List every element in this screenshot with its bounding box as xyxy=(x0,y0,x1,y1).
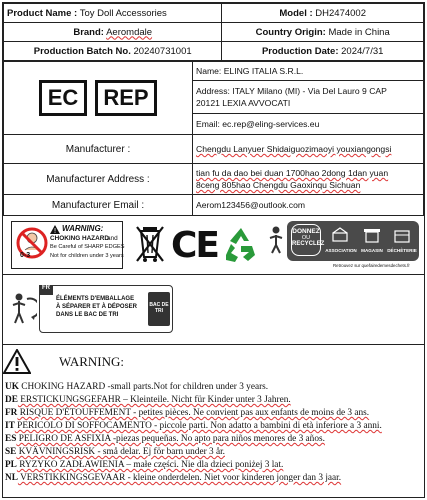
warning-text: RISQUE D'ÉTOUFFEMENT - petites pièces. Ne convient pas aux enfants de moins de 3 ans. xyxy=(17,408,370,418)
warning-header xyxy=(3,349,124,374)
warning-text: CHOKING HAZARD -small parts.Not for children under 3 years. xyxy=(18,382,269,392)
warning-text: ERSTICKUNGSGEFAHR – Kleinteile. Nicht für Kinder unter 3 Jahren. xyxy=(17,395,291,405)
no-under-3-icon xyxy=(15,226,49,266)
manufacturer-address-line1: tian fu da dao bei duan 1700hao 2dong 1dan yuan xyxy=(196,168,389,178)
model-label: Model : xyxy=(279,7,313,19)
recycle-sub1: OU xyxy=(301,235,311,241)
warning-line-it xyxy=(5,420,382,433)
age-label: 0-3 xyxy=(20,252,31,259)
multilingual-warning xyxy=(3,345,424,497)
bac-de-tri-bin xyxy=(148,292,170,326)
product-name-value: Toy Doll Accessories xyxy=(79,7,167,19)
triman-line1: ÉLÉMENTS D'EMBALLAGE xyxy=(56,296,135,302)
ecrep-address-line2: 20121 LEXIA AVVOCATI xyxy=(196,98,291,108)
bac-de-tri-label: BAC DE TRI xyxy=(149,302,169,314)
batch-value: 20240731001 xyxy=(133,45,192,57)
lang-code: DE xyxy=(5,395,18,405)
triman-row xyxy=(3,275,424,345)
origin-value: Made in China xyxy=(328,26,390,38)
lang-code: FR xyxy=(5,408,18,418)
ecrep-address-line1: Address: ITALY Milano (MI) - Via Del Lauro 9 CAP xyxy=(196,86,387,96)
ec-mark: EC xyxy=(39,80,87,116)
manufacturer-label: Manufacturer : xyxy=(4,135,193,164)
ecrep-email: Email: ec.rep@eling-services.eu xyxy=(193,114,424,135)
recycle-col-decheterie: DÉCHÈTERIE xyxy=(387,248,417,253)
origin-label: Country Origin: xyxy=(255,26,326,38)
shop-icon xyxy=(363,227,381,243)
date-value: 2024/7/31 xyxy=(341,45,384,57)
product-name-label: Product Name : xyxy=(7,7,78,19)
triman-person-icon xyxy=(265,225,287,255)
triman-line3: DANS LE BAC DE TRI xyxy=(56,312,119,318)
recycle-panel xyxy=(287,221,419,261)
brand-cell xyxy=(4,23,222,42)
manufacturer-address-label: Manufacturer Address : xyxy=(4,164,193,195)
triman-logo-icon xyxy=(9,291,37,331)
warning-line-de xyxy=(5,394,382,407)
recycling-centre-icon xyxy=(393,227,411,243)
ecrep-address xyxy=(193,81,424,114)
recycle-columns xyxy=(323,248,419,253)
warning-line-es xyxy=(5,433,382,446)
lang-code: PL xyxy=(5,460,17,470)
lang-code: UK xyxy=(5,382,19,392)
ecrep-logo xyxy=(7,80,189,116)
warning-line-pl xyxy=(5,459,382,472)
recycle-icon xyxy=(221,225,261,265)
compliance-icons-row xyxy=(3,215,424,275)
warning-text: RYZYKO ZADŁAWIENIA – małe części. Nie dla dzieci poniżej 3 lat. xyxy=(16,460,284,470)
triman-fr-tag: FR xyxy=(39,285,53,295)
triman-line2: À SÉPARER ET À DÉPOSER xyxy=(56,304,137,310)
ecrep-name: Name: ELING ITALIA S.R.L. xyxy=(193,62,424,81)
brand-value: Aeromdale xyxy=(106,26,153,38)
manufacturer-address-line2: 8ceng 805hao Chengdu Gaoxinqu Sichuan xyxy=(196,180,361,190)
donnez-recyclez-block xyxy=(265,219,421,271)
product-name-cell xyxy=(4,4,222,23)
manufacturer-name: Chengdu Lanyuer Shidaiguozimaoyi youxiangongsi xyxy=(196,144,392,154)
triman-panel xyxy=(39,285,173,333)
manufacturer-address-value xyxy=(193,164,424,195)
warning-text: KVÄVNINGSRISK - små delar. Ej för barn under 3 år. xyxy=(16,447,225,457)
badge-title: WARNING: xyxy=(62,224,104,233)
crossed-out-bin-icon xyxy=(135,223,165,265)
rep-mark: REP xyxy=(95,80,157,116)
ecrep-logo-cell xyxy=(4,62,193,135)
warning-line-uk xyxy=(5,381,382,394)
product-info-table xyxy=(3,3,424,61)
recycle-sub2: RECYCLEZ xyxy=(292,241,325,247)
lang-code: SE xyxy=(5,447,17,457)
badge-line1: CHOKING HAZARD xyxy=(50,235,109,242)
badge-line4: Not for children under 3 years xyxy=(50,253,124,259)
ce-mark: CE xyxy=(171,225,219,266)
date-cell xyxy=(222,42,424,61)
warning-title: WARNING: xyxy=(59,353,124,369)
manufacturer-value xyxy=(193,135,424,164)
recycle-col-association: ASSOCIATION xyxy=(325,248,357,253)
association-icon xyxy=(331,227,349,243)
badge-line3: Be Careful of SHARP EDGES xyxy=(50,244,125,250)
ecrep-manufacturer-table xyxy=(3,61,424,216)
warning-lines xyxy=(5,381,382,485)
warning-line-nl xyxy=(5,472,382,485)
recycle-title: DONNEZ xyxy=(292,228,320,235)
choking-warning-badge xyxy=(11,221,123,269)
lang-code: IT xyxy=(5,421,15,431)
warning-triangle-large-icon xyxy=(3,349,31,374)
recycle-pill xyxy=(291,224,325,256)
batch-cell xyxy=(4,42,222,61)
warning-text: PELIGRO DE ASFIXIA -piezas pequeñas. No apto para niños menores de 3 años. xyxy=(16,434,325,444)
lang-code: ES xyxy=(5,434,17,444)
manufacturer-email-value: Aerom123456@outlook.com xyxy=(193,195,424,216)
lang-code: NL xyxy=(5,473,18,483)
date-label: Production Date: xyxy=(261,45,339,57)
recycle-col-magasin: MAGASIN xyxy=(361,248,383,253)
warning-triangle-icon xyxy=(50,225,60,234)
badge-line2: and xyxy=(107,235,118,242)
manufacturer-email-label: Manufacturer Email : xyxy=(4,195,193,216)
warning-text: PERICOLO DI SOFFOCAMENTO - piccole parti. Non adatto a bambini di età inferiore a 3 anni. xyxy=(14,421,382,431)
warning-text: VERSTIKKINGSGEVAAR - kleine onderdelen. Niet voor kinderen jonger dan 3 jaar. xyxy=(17,473,342,483)
brand-label: Brand: xyxy=(73,26,104,38)
model-value: DH2474002 xyxy=(315,7,366,19)
origin-cell xyxy=(222,23,424,42)
batch-label: Production Batch No. xyxy=(33,45,131,57)
warning-line-se xyxy=(5,446,382,459)
warning-line-fr xyxy=(5,407,382,420)
svg-text:!: ! xyxy=(53,227,57,234)
recycle-footnote: Retrouvez sur quefairedemesdechets.fr xyxy=(333,263,410,268)
model-cell xyxy=(222,4,424,23)
